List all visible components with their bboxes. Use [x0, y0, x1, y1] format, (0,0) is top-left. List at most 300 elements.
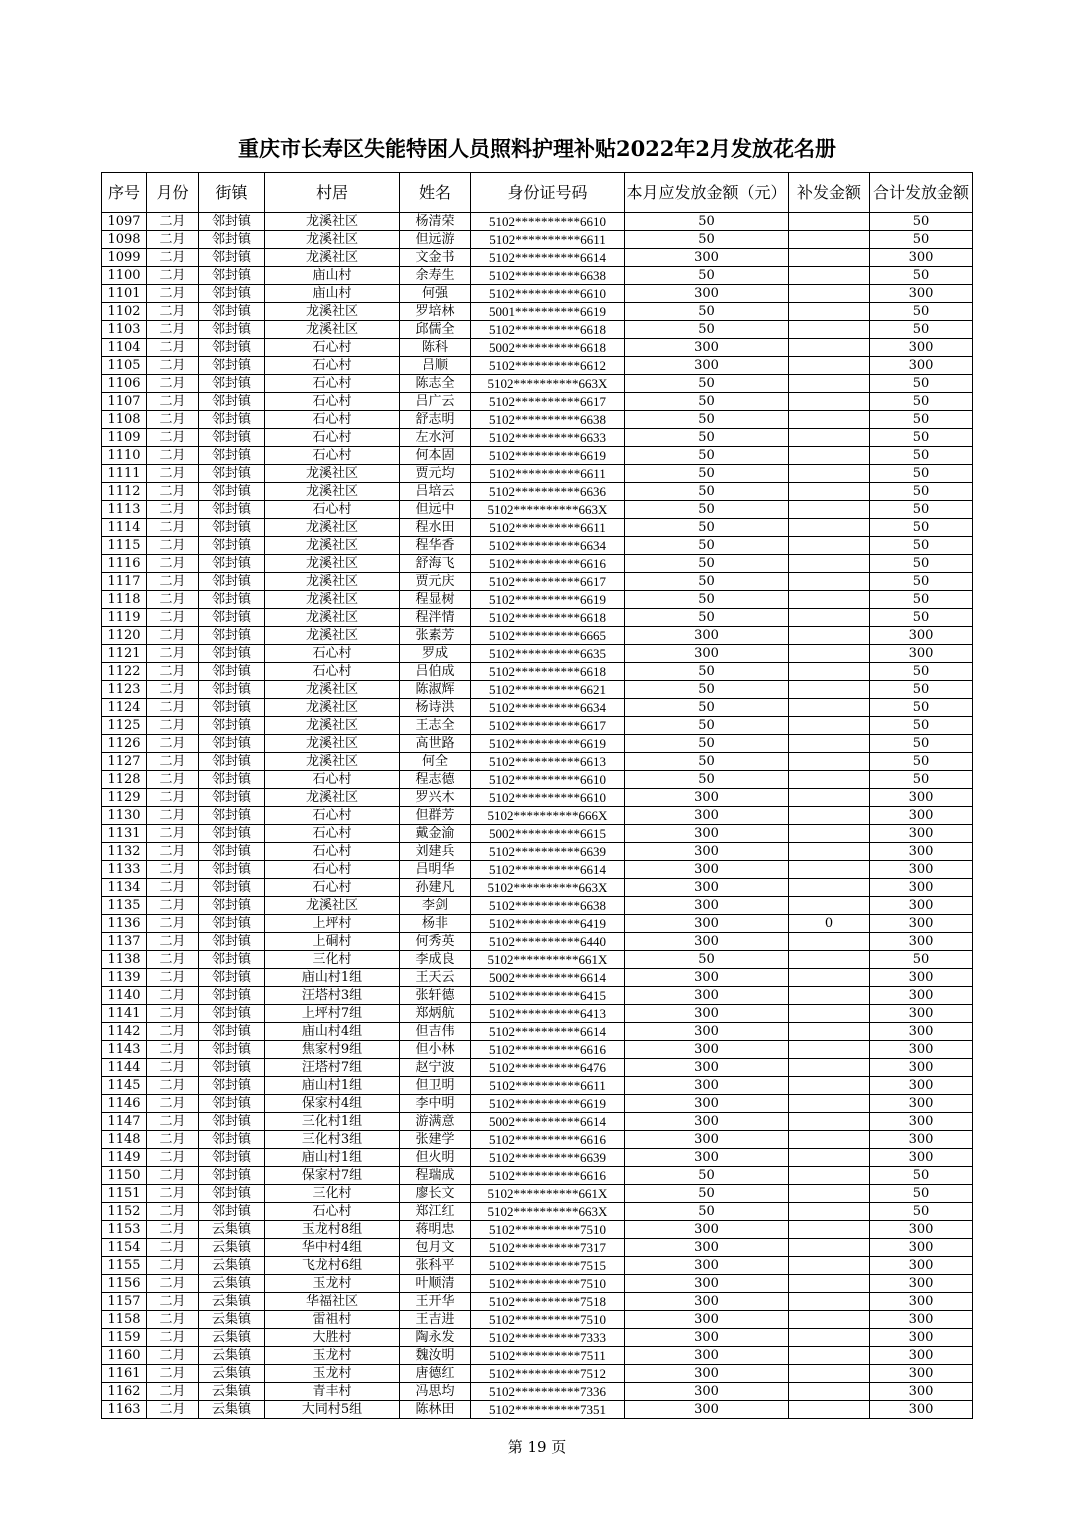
- cell-town: 邻封镇: [199, 465, 265, 483]
- table-row: [102, 213, 973, 231]
- cell-monthly-amount: 300: [625, 861, 789, 879]
- cell-total: 50: [870, 951, 973, 969]
- cell-month: 二月: [147, 807, 199, 825]
- cell-total: 300: [870, 1311, 973, 1329]
- cell-name: 高世路: [400, 735, 471, 753]
- cell-back-pay: [789, 303, 870, 321]
- cell-id-number: 5102**********6619: [471, 447, 625, 465]
- cell-total: 50: [870, 375, 973, 393]
- cell-monthly-amount: 300: [625, 1257, 789, 1275]
- table-row: [102, 789, 973, 807]
- cell-total: 300: [870, 1401, 973, 1419]
- cell-monthly-amount: 300: [625, 915, 789, 933]
- cell-total: 50: [870, 1203, 973, 1221]
- table-row: [102, 699, 973, 717]
- cell-total: 300: [870, 645, 973, 663]
- cell-name: 李成良: [400, 951, 471, 969]
- cell-town: 邻封镇: [199, 447, 265, 465]
- cell-village: 庙山村1组: [265, 969, 400, 987]
- cell-id-number: 5102**********6476: [471, 1059, 625, 1077]
- cell-month: 二月: [147, 987, 199, 1005]
- cell-town: 邻封镇: [199, 1059, 265, 1077]
- cell-monthly-amount: 50: [625, 699, 789, 717]
- cell-id-number: 5102**********6619: [471, 591, 625, 609]
- cell-total: 50: [870, 429, 973, 447]
- cell-village: 龙溪社区: [265, 753, 400, 771]
- cell-name: 余寿生: [400, 267, 471, 285]
- cell-month: 二月: [147, 1293, 199, 1311]
- table-row: [102, 303, 973, 321]
- cell-total: 50: [870, 573, 973, 591]
- cell-name: 但火明: [400, 1149, 471, 1167]
- cell-name: 王志全: [400, 717, 471, 735]
- cell-name: 但群芳: [400, 807, 471, 825]
- table-row: [102, 609, 973, 627]
- document-title: 重庆市长寿区失能特困人员照料护理补贴2022年2月发放花名册: [237, 136, 837, 161]
- cell-village: 石心村: [265, 645, 400, 663]
- cell-monthly-amount: 300: [625, 897, 789, 915]
- cell-name: 程志德: [400, 771, 471, 789]
- cell-index: 1100: [102, 267, 147, 285]
- cell-village: 石心村: [265, 861, 400, 879]
- cell-name: 张科平: [400, 1257, 471, 1275]
- cell-village: 龙溪社区: [265, 591, 400, 609]
- cell-monthly-amount: 50: [625, 321, 789, 339]
- cell-village: 汪塔村3组: [265, 987, 400, 1005]
- cell-month: 二月: [147, 519, 199, 537]
- cell-village: 石心村: [265, 825, 400, 843]
- cell-monthly-amount: 300: [625, 1005, 789, 1023]
- cell-monthly-amount: 50: [625, 1185, 789, 1203]
- cell-month: 二月: [147, 1059, 199, 1077]
- cell-monthly-amount: 50: [625, 1167, 789, 1185]
- cell-id-number: 5102**********7333: [471, 1329, 625, 1347]
- cell-village: 石心村: [265, 1203, 400, 1221]
- table-row: [102, 753, 973, 771]
- table-row: [102, 429, 973, 447]
- cell-name: 张素芳: [400, 627, 471, 645]
- cell-monthly-amount: 50: [625, 231, 789, 249]
- cell-id-number: 5102**********6610: [471, 213, 625, 231]
- cell-name: 吕广云: [400, 393, 471, 411]
- cell-index: 1163: [102, 1401, 147, 1419]
- cell-back-pay: [789, 645, 870, 663]
- cell-back-pay: [789, 1149, 870, 1167]
- roster-body: [102, 213, 973, 1419]
- cell-town: 邻封镇: [199, 609, 265, 627]
- cell-index: 1159: [102, 1329, 147, 1347]
- table-row: [102, 1005, 973, 1023]
- cell-monthly-amount: 300: [625, 1311, 789, 1329]
- cell-index: 1123: [102, 681, 147, 699]
- table-row: [102, 1167, 973, 1185]
- page-number: 第 19 页: [507, 1438, 567, 1456]
- cell-index: 1117: [102, 573, 147, 591]
- cell-town: 邻封镇: [199, 915, 265, 933]
- cell-village: 龙溪社区: [265, 465, 400, 483]
- cell-village: 三化村1组: [265, 1113, 400, 1131]
- table-row: [102, 987, 973, 1005]
- cell-village: 石心村: [265, 429, 400, 447]
- cell-index: 1140: [102, 987, 147, 1005]
- table-row: [102, 1149, 973, 1167]
- cell-id-number: 5102**********7510: [471, 1221, 625, 1239]
- cell-village: 石心村: [265, 771, 400, 789]
- cell-back-pay: [789, 627, 870, 645]
- cell-month: 二月: [147, 1347, 199, 1365]
- table-row: [102, 879, 973, 897]
- cell-total: 300: [870, 1149, 973, 1167]
- cell-name: 张建学: [400, 1131, 471, 1149]
- cell-town: 云集镇: [199, 1239, 265, 1257]
- table-row: [102, 1113, 973, 1131]
- table-row: [102, 843, 973, 861]
- table-row: [102, 1293, 973, 1311]
- cell-monthly-amount: 300: [625, 1239, 789, 1257]
- cell-index: 1101: [102, 285, 147, 303]
- cell-month: 二月: [147, 303, 199, 321]
- table-row: [102, 393, 973, 411]
- cell-village: 龙溪社区: [265, 555, 400, 573]
- cell-id-number: 5102**********7518: [471, 1293, 625, 1311]
- cell-total: 50: [870, 609, 973, 627]
- cell-index: 1148: [102, 1131, 147, 1149]
- cell-village: 庙山村1组: [265, 1077, 400, 1095]
- cell-id-number: 5102**********6610: [471, 285, 625, 303]
- cell-village: 石心村: [265, 411, 400, 429]
- cell-monthly-amount: 300: [625, 249, 789, 267]
- cell-name: 吕顺: [400, 357, 471, 375]
- cell-index: 1126: [102, 735, 147, 753]
- cell-id-number: 5102**********6415: [471, 987, 625, 1005]
- cell-village: 雷祖村: [265, 1311, 400, 1329]
- cell-id-number: 5102**********6621: [471, 681, 625, 699]
- cell-monthly-amount: 50: [625, 393, 789, 411]
- cell-total: 50: [870, 483, 973, 501]
- cell-back-pay: [789, 735, 870, 753]
- cell-total: 50: [870, 267, 973, 285]
- col-header-index: 序号: [102, 173, 147, 213]
- cell-monthly-amount: 50: [625, 267, 789, 285]
- cell-monthly-amount: 50: [625, 213, 789, 231]
- cell-town: 邻封镇: [199, 231, 265, 249]
- table-row: [102, 411, 973, 429]
- cell-monthly-amount: 50: [625, 483, 789, 501]
- cell-back-pay: [789, 1059, 870, 1077]
- cell-index: 1161: [102, 1365, 147, 1383]
- cell-name: 陈科: [400, 339, 471, 357]
- cell-town: 邻封镇: [199, 393, 265, 411]
- table-row: [102, 1347, 973, 1365]
- cell-back-pay: [789, 969, 870, 987]
- cell-town: 邻封镇: [199, 213, 265, 231]
- cell-town: 云集镇: [199, 1275, 265, 1293]
- cell-name: 罗培林: [400, 303, 471, 321]
- cell-total: 50: [870, 411, 973, 429]
- table-row: [102, 1383, 973, 1401]
- table-row: [102, 825, 973, 843]
- cell-back-pay: [789, 807, 870, 825]
- cell-total: 300: [870, 1293, 973, 1311]
- cell-name: 文金书: [400, 249, 471, 267]
- cell-village: 龙溪社区: [265, 699, 400, 717]
- cell-name: 孙建凡: [400, 879, 471, 897]
- cell-index: 1154: [102, 1239, 147, 1257]
- cell-monthly-amount: 50: [625, 519, 789, 537]
- cell-monthly-amount: 300: [625, 339, 789, 357]
- cell-month: 二月: [147, 249, 199, 267]
- cell-back-pay: [789, 1131, 870, 1149]
- cell-name: 陈林田: [400, 1401, 471, 1419]
- cell-back-pay: [789, 429, 870, 447]
- cell-id-number: 5002**********6615: [471, 825, 625, 843]
- cell-month: 二月: [147, 879, 199, 897]
- cell-month: 二月: [147, 357, 199, 375]
- cell-back-pay: [789, 267, 870, 285]
- cell-town: 邻封镇: [199, 501, 265, 519]
- cell-id-number: 5102**********6633: [471, 429, 625, 447]
- cell-id-number: 5102**********6638: [471, 411, 625, 429]
- cell-monthly-amount: 50: [625, 537, 789, 555]
- cell-month: 二月: [147, 231, 199, 249]
- cell-month: 二月: [147, 897, 199, 915]
- cell-total: 50: [870, 591, 973, 609]
- cell-total: 300: [870, 969, 973, 987]
- cell-index: 1134: [102, 879, 147, 897]
- cell-name: 舒海飞: [400, 555, 471, 573]
- cell-month: 二月: [147, 375, 199, 393]
- cell-id-number: 5002**********6614: [471, 969, 625, 987]
- cell-name: 但小林: [400, 1041, 471, 1059]
- cell-id-number: 5102**********6610: [471, 771, 625, 789]
- cell-month: 二月: [147, 1239, 199, 1257]
- cell-total: 300: [870, 987, 973, 1005]
- cell-back-pay: [789, 285, 870, 303]
- cell-index: 1142: [102, 1023, 147, 1041]
- cell-id-number: 5102**********6639: [471, 1149, 625, 1167]
- cell-name: 程泮情: [400, 609, 471, 627]
- cell-back-pay: [789, 1401, 870, 1419]
- cell-name: 贾元均: [400, 465, 471, 483]
- cell-back-pay: [789, 375, 870, 393]
- cell-id-number: 5102**********7512: [471, 1365, 625, 1383]
- cell-index: 1125: [102, 717, 147, 735]
- cell-town: 云集镇: [199, 1257, 265, 1275]
- cell-id-number: 5102**********6665: [471, 627, 625, 645]
- cell-village: 华福社区: [265, 1293, 400, 1311]
- cell-name: 游满意: [400, 1113, 471, 1131]
- cell-total: 300: [870, 1131, 973, 1149]
- cell-monthly-amount: 50: [625, 447, 789, 465]
- cell-back-pay: [789, 663, 870, 681]
- cell-total: 50: [870, 519, 973, 537]
- cell-town: 云集镇: [199, 1383, 265, 1401]
- table-row: [102, 375, 973, 393]
- cell-month: 二月: [147, 1005, 199, 1023]
- cell-town: 邻封镇: [199, 1149, 265, 1167]
- cell-monthly-amount: 300: [625, 357, 789, 375]
- cell-index: 1103: [102, 321, 147, 339]
- cell-town: 邻封镇: [199, 933, 265, 951]
- cell-monthly-amount: 300: [625, 1041, 789, 1059]
- cell-id-number: 5102**********6610: [471, 789, 625, 807]
- cell-id-number: 5102**********6614: [471, 249, 625, 267]
- cell-name: 赵宁波: [400, 1059, 471, 1077]
- cell-town: 邻封镇: [199, 1131, 265, 1149]
- cell-back-pay: [789, 825, 870, 843]
- cell-back-pay: [789, 411, 870, 429]
- table-row: [102, 501, 973, 519]
- cell-name: 贾元庆: [400, 573, 471, 591]
- cell-village: 三化村: [265, 1185, 400, 1203]
- cell-town: 邻封镇: [199, 753, 265, 771]
- cell-back-pay: [789, 1095, 870, 1113]
- table-row: [102, 357, 973, 375]
- cell-monthly-amount: 50: [625, 681, 789, 699]
- cell-town: 邻封镇: [199, 735, 265, 753]
- cell-monthly-amount: 300: [625, 627, 789, 645]
- cell-town: 邻封镇: [199, 537, 265, 555]
- cell-index: 1141: [102, 1005, 147, 1023]
- table-row: [102, 1203, 973, 1221]
- cell-month: 二月: [147, 825, 199, 843]
- cell-total: 300: [870, 1005, 973, 1023]
- cell-month: 二月: [147, 645, 199, 663]
- cell-town: 云集镇: [199, 1347, 265, 1365]
- cell-index: 1155: [102, 1257, 147, 1275]
- cell-back-pay: [789, 321, 870, 339]
- cell-back-pay: [789, 231, 870, 249]
- cell-monthly-amount: 50: [625, 735, 789, 753]
- cell-month: 二月: [147, 393, 199, 411]
- cell-id-number: 5102**********6618: [471, 321, 625, 339]
- cell-total: 300: [870, 1257, 973, 1275]
- cell-back-pay: [789, 1293, 870, 1311]
- cell-village: 汪塔村7组: [265, 1059, 400, 1077]
- cell-month: 二月: [147, 411, 199, 429]
- cell-month: 二月: [147, 681, 199, 699]
- cell-id-number: 5102**********7515: [471, 1257, 625, 1275]
- cell-town: 邻封镇: [199, 969, 265, 987]
- col-header-name: 姓名: [400, 173, 471, 213]
- cell-back-pay: [789, 789, 870, 807]
- cell-town: 云集镇: [199, 1401, 265, 1419]
- cell-total: 300: [870, 1077, 973, 1095]
- cell-name: 但远中: [400, 501, 471, 519]
- cell-monthly-amount: 300: [625, 807, 789, 825]
- cell-month: 二月: [147, 789, 199, 807]
- cell-month: 二月: [147, 861, 199, 879]
- cell-name: 蒋明忠: [400, 1221, 471, 1239]
- cell-monthly-amount: 50: [625, 375, 789, 393]
- cell-name: 陈淑辉: [400, 681, 471, 699]
- cell-name: 罗成: [400, 645, 471, 663]
- cell-monthly-amount: 300: [625, 843, 789, 861]
- cell-total: 50: [870, 303, 973, 321]
- cell-village: 龙溪社区: [265, 231, 400, 249]
- cell-index: 1149: [102, 1149, 147, 1167]
- cell-name: 魏汝明: [400, 1347, 471, 1365]
- cell-index: 1132: [102, 843, 147, 861]
- cell-index: 1118: [102, 591, 147, 609]
- table-row: [102, 663, 973, 681]
- table-row: [102, 321, 973, 339]
- cell-town: 邻封镇: [199, 771, 265, 789]
- cell-village: 青丰村: [265, 1383, 400, 1401]
- cell-month: 二月: [147, 1203, 199, 1221]
- table-row: [102, 915, 973, 933]
- cell-village: 玉龙村8组: [265, 1221, 400, 1239]
- cell-id-number: 5002**********6614: [471, 1113, 625, 1131]
- cell-back-pay: [789, 555, 870, 573]
- cell-town: 邻封镇: [199, 573, 265, 591]
- cell-month: 二月: [147, 1113, 199, 1131]
- col-header-total: 合计发放金额: [870, 173, 973, 213]
- cell-id-number: 5102**********6616: [471, 555, 625, 573]
- cell-total: 50: [870, 213, 973, 231]
- cell-index: 1112: [102, 483, 147, 501]
- cell-town: 邻封镇: [199, 807, 265, 825]
- cell-name: 刘建兵: [400, 843, 471, 861]
- cell-id-number: 5102**********6619: [471, 735, 625, 753]
- cell-month: 二月: [147, 537, 199, 555]
- cell-index: 1147: [102, 1113, 147, 1131]
- cell-town: 邻封镇: [199, 1113, 265, 1131]
- cell-month: 二月: [147, 933, 199, 951]
- cell-id-number: 5102**********6419: [471, 915, 625, 933]
- cell-id-number: 5102**********6618: [471, 663, 625, 681]
- cell-village: 大同村5组: [265, 1401, 400, 1419]
- cell-index: 1139: [102, 969, 147, 987]
- cell-total: 300: [870, 1113, 973, 1131]
- cell-back-pay: [789, 249, 870, 267]
- cell-village: 上坪村7组: [265, 1005, 400, 1023]
- cell-back-pay: [789, 591, 870, 609]
- cell-month: 二月: [147, 1023, 199, 1041]
- cell-monthly-amount: 300: [625, 1131, 789, 1149]
- cell-back-pay: [789, 357, 870, 375]
- cell-id-number: 5102**********6611: [471, 231, 625, 249]
- cell-monthly-amount: 50: [625, 303, 789, 321]
- cell-name: 郑江红: [400, 1203, 471, 1221]
- cell-total: 50: [870, 1185, 973, 1203]
- cell-town: 邻封镇: [199, 1185, 265, 1203]
- table-row: [102, 1131, 973, 1149]
- cell-id-number: 5102**********6638: [471, 897, 625, 915]
- cell-village: 龙溪社区: [265, 681, 400, 699]
- table-row: [102, 897, 973, 915]
- cell-monthly-amount: 50: [625, 951, 789, 969]
- cell-month: 二月: [147, 735, 199, 753]
- cell-total: 50: [870, 537, 973, 555]
- cell-total: 50: [870, 717, 973, 735]
- roster-table: [101, 172, 973, 1419]
- cell-total: 300: [870, 249, 973, 267]
- cell-id-number: 5102**********7511: [471, 1347, 625, 1365]
- cell-town: 云集镇: [199, 1311, 265, 1329]
- cell-town: 邻封镇: [199, 645, 265, 663]
- table-row: [102, 1023, 973, 1041]
- cell-index: 1127: [102, 753, 147, 771]
- cell-index: 1113: [102, 501, 147, 519]
- table-row: [102, 951, 973, 969]
- cell-village: 上硐村: [265, 933, 400, 951]
- cell-id-number: 5102**********663X: [471, 501, 625, 519]
- cell-back-pay: [789, 1365, 870, 1383]
- cell-index: 1158: [102, 1311, 147, 1329]
- cell-back-pay: [789, 1203, 870, 1221]
- table-row: [102, 1365, 973, 1383]
